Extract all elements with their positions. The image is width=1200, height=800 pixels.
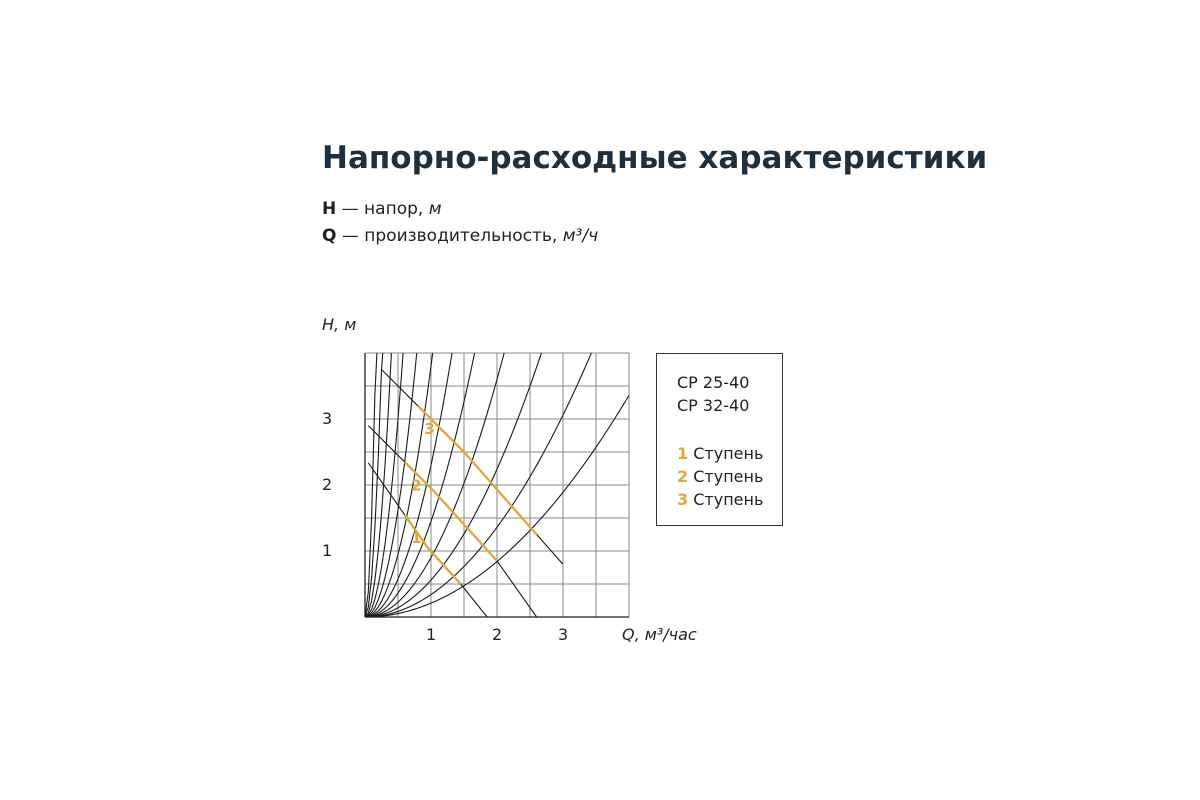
stage-number: 3 [677,490,689,509]
model-label: CP 32-40 [677,396,750,415]
curve-tail [461,584,487,617]
x-axis-label: Q, м³/час [622,625,697,644]
stage-curve-label: 3 [424,420,435,439]
y-tick-label: 3 [322,409,333,428]
stage-curve-label: 1 [411,529,422,548]
stage-curve-label: 2 [411,476,422,495]
head-unit: м [428,199,442,219]
curve-extension [368,463,404,515]
head-text: — напор, [336,199,429,219]
x-tick-label: 2 [492,625,503,644]
system-curve [365,327,457,617]
stage-number: 1 [677,444,689,463]
x-tick-label: 1 [426,625,437,644]
y-axis-label: H, м [322,315,357,334]
curve-tail [537,535,563,565]
stage-curve [418,406,537,535]
stage-legend-item [677,467,763,486]
stage-legend-item [677,490,763,509]
model-legend-box [656,353,783,526]
stage-number: 2 [677,467,689,486]
system-curve [365,327,514,617]
y-tick-label: 2 [322,475,333,494]
stage-curve [405,515,461,584]
y-tick-label: 1 [322,541,333,560]
x-tick-label: 3 [558,625,569,644]
stage-label: Ступень [688,467,764,486]
flow-symbol: Q [322,226,337,246]
stage-legend-item [677,444,763,463]
stage-label: Ступень [688,444,764,463]
flow-text: — производительность, [336,226,563,246]
page-title: Напорно-расходные характеристики [322,140,988,176]
model-label: CP 25-40 [677,373,750,392]
curve-tail [497,561,537,617]
head-symbol: H [322,199,337,219]
flow-unit: м³/ч [562,226,599,246]
stage-label: Ступень [688,490,764,509]
